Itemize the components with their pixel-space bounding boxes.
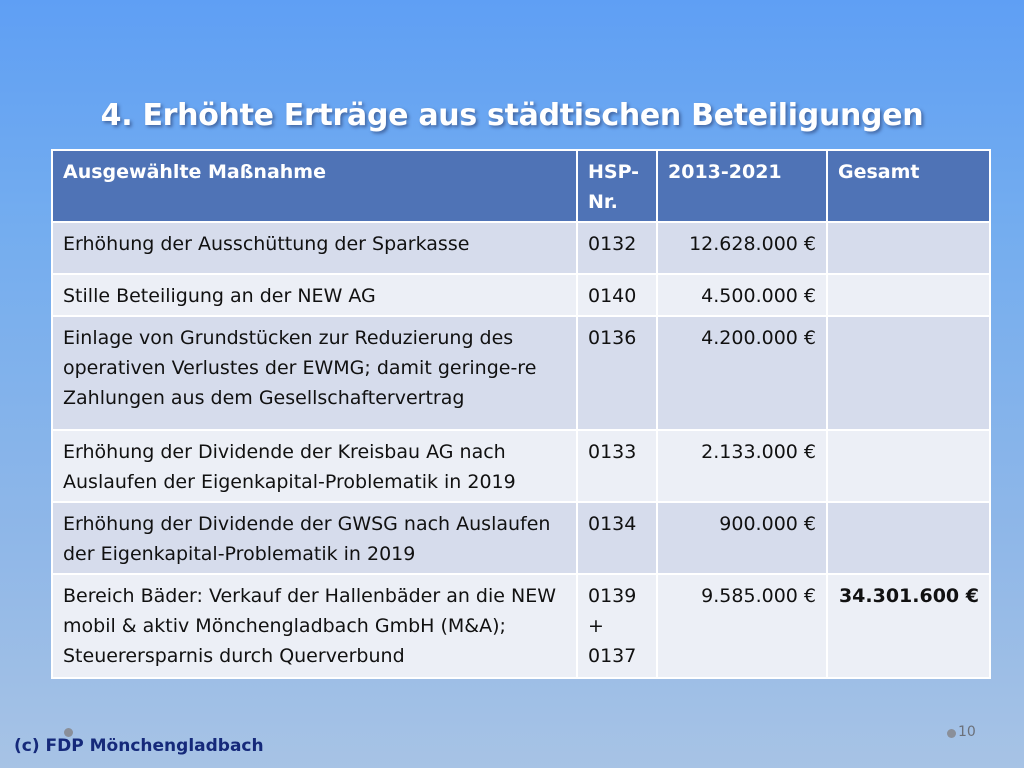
cell-total	[827, 316, 990, 430]
table-row	[52, 222, 990, 274]
header-hsp: HSP- Nr.	[577, 150, 657, 222]
cell-total	[827, 430, 990, 502]
header-period: 2013-2021	[657, 150, 827, 222]
measures-table	[51, 149, 991, 679]
cell-amount: 900.000 €	[657, 502, 827, 574]
cell-measure: Einlage von Grundstücken zur Reduzierung des operativen Verlustes der EWMG; damit geringe-re Zahlungen aus dem Gesellschaftervertrag	[52, 316, 577, 430]
table-row	[52, 502, 990, 574]
cell-total	[827, 274, 990, 316]
cell-total	[827, 502, 990, 574]
copyright-footer: (c) FDP Mönchengladbach	[14, 736, 264, 756]
table-row	[52, 574, 990, 678]
table-row	[52, 430, 990, 502]
cell-total	[827, 222, 990, 274]
cell-measure: Bereich Bäder: Verkauf der Hallenbäder an die NEW mobil & aktiv Mönchengladbach GmbH (M&A); Steuerersparnis durch Querverbund	[52, 574, 577, 678]
table-row	[52, 274, 990, 316]
cell-amount: 9.585.000 €	[657, 574, 827, 678]
cell-amount: 4.200.000 €	[657, 316, 827, 430]
cell-hsp: 0133	[577, 430, 657, 502]
cell-total: 34.301.600 €	[827, 574, 990, 678]
slide-title: 4. Erhöhte Erträge aus städtischen Beteiligungen	[100, 98, 924, 133]
cell-hsp: 0132	[577, 222, 657, 274]
page-number: 10	[958, 724, 976, 740]
table-header-row	[52, 150, 990, 222]
cell-measure: Erhöhung der Dividende der GWSG nach Auslaufen der Eigenkapital-Problematik in 2019	[52, 502, 577, 574]
cell-measure: Erhöhung der Ausschüttung der Sparkasse	[52, 222, 577, 274]
cell-hsp: 0140	[577, 274, 657, 316]
cell-measure: Erhöhung der Dividende der Kreisbau AG nach Auslaufen der Eigenkapital-Problematik in 2019	[52, 430, 577, 502]
cell-amount: 4.500.000 €	[657, 274, 827, 316]
cell-amount: 2.133.000 €	[657, 430, 827, 502]
table-row	[52, 316, 990, 430]
right-dot-icon	[947, 729, 956, 738]
header-measure: Ausgewählte Maßnahme	[52, 150, 577, 222]
cell-measure: Stille Beteiligung an der NEW AG	[52, 274, 577, 316]
cell-hsp: 0134	[577, 502, 657, 574]
header-total: Gesamt	[827, 150, 990, 222]
cell-hsp: 0136	[577, 316, 657, 430]
cell-hsp: 0139 + 0137	[577, 574, 657, 678]
cell-amount: 12.628.000 €	[657, 222, 827, 274]
